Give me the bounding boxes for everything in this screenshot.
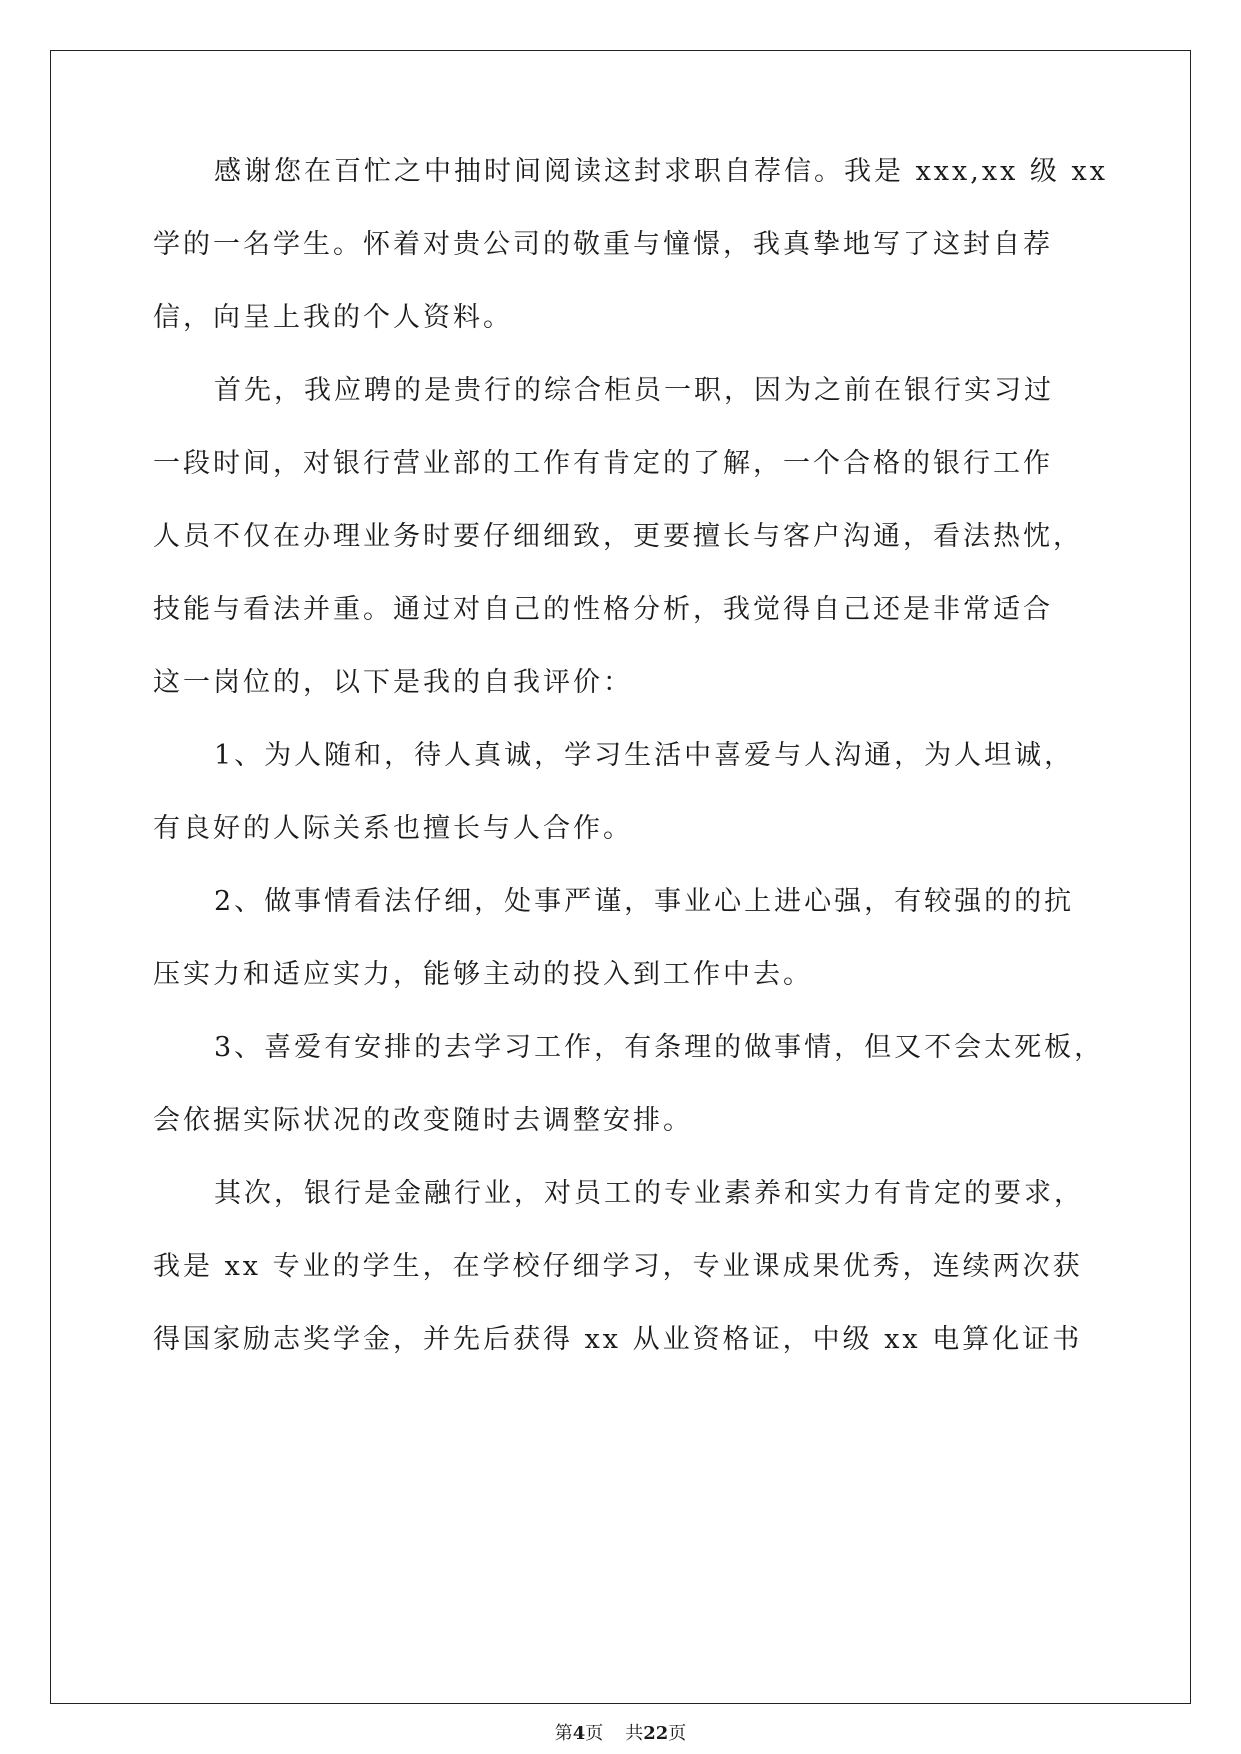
body-line: 3、喜爱有安排的去学习工作，有条理的做事情，但又不会太死板， [214,1032,1105,1063]
footer-total-unit: 页 [668,1723,687,1744]
body-line: 我是 xx 专业的学生，在学校仔细学习，专业课成果优秀，连续两次获 [153,1251,1083,1282]
body-line: 有良好的人际关系也擅长与人合作。 [153,813,633,844]
body-line: 技能与看法并重。通过对自己的性格分析，我觉得自己还是非常适合 [153,594,1053,625]
body-line: 人员不仅在办理业务时要仔细细致，更要擅长与客户沟通，看法热忱， [153,521,1083,552]
current-page-number: 4 [572,1723,586,1744]
body-line: 一段时间，对银行营业部的工作有肯定的了解，一个合格的银行工作 [153,448,1053,479]
body-line: 这一岗位的，以下是我的自我评价： [153,667,633,698]
body-line: 压实力和适应实力，能够主动的投入到工作中去。 [153,959,813,990]
body-line: 学的一名学生。怀着对贵公司的敬重与憧憬，我真挚地写了这封自荐 [153,229,1053,260]
total-pages-number: 22 [643,1723,669,1744]
body-line: 1、为人随和，待人真诚，学习生活中喜爱与人沟通，为人坦诚， [214,740,1075,771]
body-line: 会依据实际状况的改变随时去调整安排。 [153,1105,693,1136]
page-footer [0,1722,1241,1746]
body-line: 得国家励志奖学金，并先后获得 xx 从业资格证，中级 xx 电算化证书 [153,1324,1083,1355]
body-line: 2、做事情看法仔细，处事严谨，事业心上进心强，有较强的的抗 [214,886,1075,917]
footer-page-unit: 页 [585,1723,604,1744]
body-line: 信，向呈上我的个人资料。 [153,302,513,333]
footer-prefix: 第 [554,1723,573,1744]
body-line: 首先，我应聘的是贵行的综合柜员一职，因为之前在银行实习过 [214,375,1054,406]
body-line: 其次，银行是金融行业，对员工的专业素养和实力有肯定的要求， [214,1178,1084,1209]
body-line: 感谢您在百忙之中抽时间阅读这封求职自荐信。我是 xxx,xx 级 xx [214,156,1108,187]
footer-total-prefix: 共 [625,1723,644,1744]
